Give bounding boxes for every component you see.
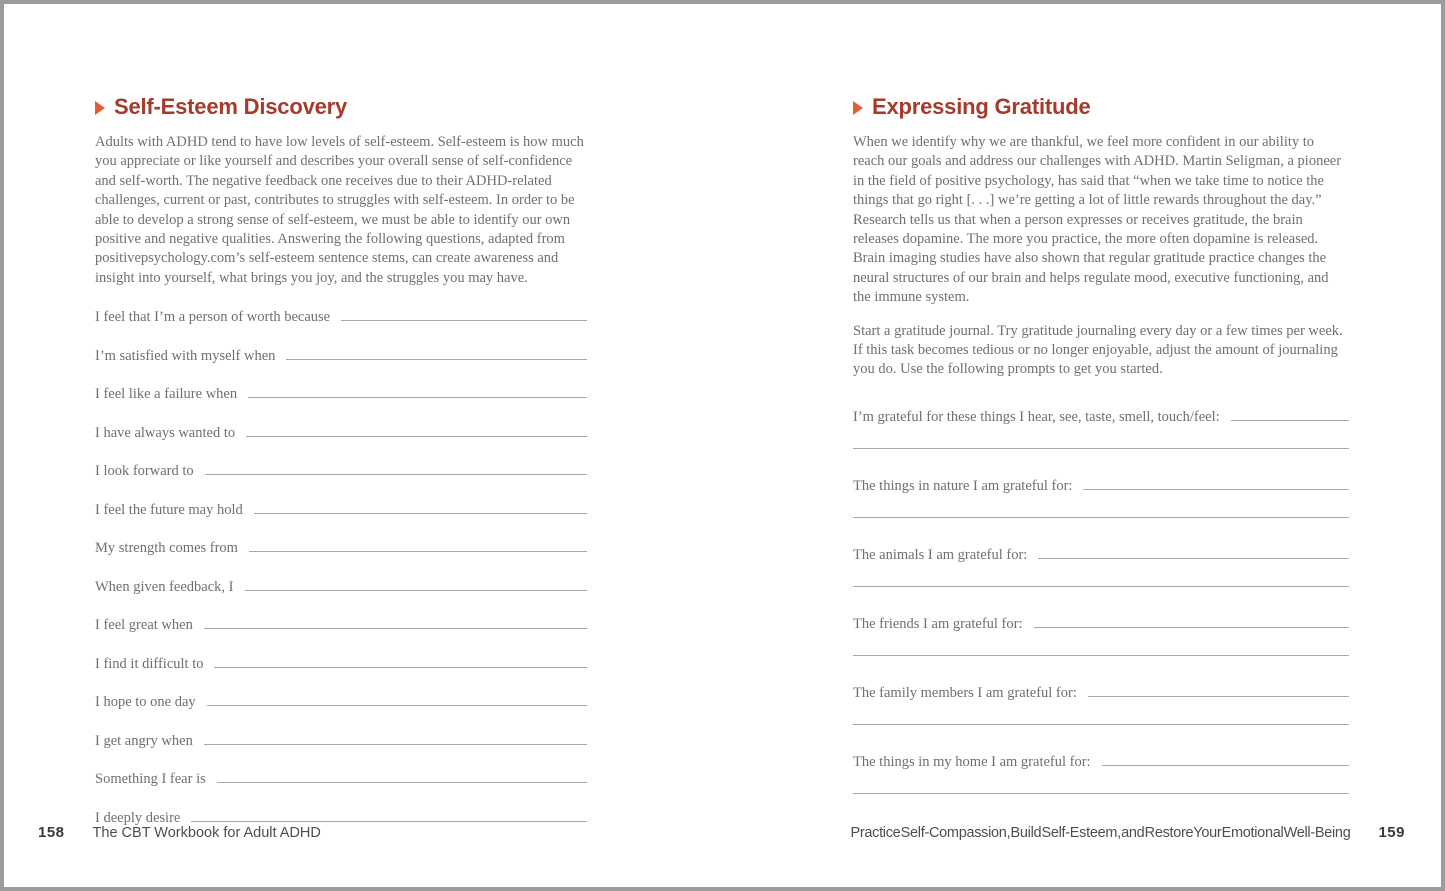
prompt-label: I feel like a failure when — [95, 386, 238, 403]
blank-line — [217, 766, 587, 783]
blank-line — [249, 535, 587, 552]
blank-line — [286, 343, 587, 360]
prompt-row — [95, 651, 587, 674]
left-section-heading — [95, 94, 587, 120]
self-esteem-prompt-list — [95, 304, 587, 828]
prompt-label: The animals I am grateful for: — [853, 546, 1028, 563]
prompt-label: I feel the future may hold — [95, 501, 243, 518]
left-page — [92, 94, 587, 843]
blank-line-continuation — [853, 496, 1349, 518]
blank-line — [1231, 404, 1349, 421]
gratitude-prompt-list — [853, 404, 1349, 794]
prompt-label: Something I fear is — [95, 771, 206, 788]
prompt-row — [95, 497, 587, 520]
blank-line-continuation — [853, 634, 1349, 656]
gratitude-journal-paragraph: Start a gratitude journal. Try gratitude journaling every day or a few times per week. If this task becomes tedious or no longer enjoyable, adjust the amount of journaling you do. Use the following prompts to get you started. — [853, 322, 1343, 378]
prompt-label: I hope to one day — [95, 694, 196, 711]
blank-line-continuation — [853, 427, 1349, 449]
gratitude-prompt-item — [853, 542, 1349, 587]
left-page-footer — [38, 824, 321, 841]
blank-line — [1034, 611, 1350, 628]
right-page-number: 159 — [1378, 824, 1405, 841]
blank-line — [205, 458, 587, 475]
prompt-row — [95, 304, 587, 327]
prompt-label: I’m grateful for these things I hear, see, taste, smell, touch/feel: — [853, 408, 1220, 425]
prompt-row — [95, 766, 587, 789]
prompt-label: The friends I am grateful for: — [853, 615, 1023, 632]
prompt-row — [95, 689, 587, 712]
right-intro-paragraph: When we identify why we are thankful, we feel more confident in our ability to reach our goals and address our challenges with ADHD. Martin Seligman, a pioneer in the field of positive psychology, has said that “when we take time to notice the things that go right [. . .] we’re getting a lot of little rewards throughout the day.” Research tells us that when a person expresses or receives gratitude, the brain releases dopamine. The more you practice, the more often dopamine is released. Brain imaging studies have also shown that regular gratitude practice changes the neural structures of our brain and helps regulate mood, executive functioning, and the immune system. — [853, 134, 1342, 306]
blank-line — [245, 574, 588, 591]
prompt-row — [95, 535, 587, 558]
prompt-label: My strength comes from — [95, 540, 238, 557]
left-page-title: Self-Esteem Discovery — [114, 94, 348, 119]
prompt-row — [95, 381, 587, 404]
right-page — [853, 94, 1349, 818]
right-page-title: Expressing Gratitude — [872, 94, 1091, 119]
prompt-row — [853, 680, 1349, 703]
prompt-label: The family members I am grateful for: — [853, 684, 1077, 701]
prompt-label: I look forward to — [95, 463, 194, 480]
prompt-label: When given feedback, I — [95, 578, 234, 595]
gratitude-prompt-item — [853, 473, 1349, 518]
book-title: The CBT Workbook for Adult ADHD — [92, 825, 321, 841]
left-intro-paragraph: Adults with ADHD tend to have low levels of self-esteem. Self-esteem is how much you appreciate or like yourself and describes your overall sense of self-confidence and self-worth. The negative feedback one receives due to their ADHD-related challenges, current or past, contributes to struggles with self-esteem. In order to be able to develop a strong sense of self-esteem, we must be able to identify our own positive and negative qualities. Answering the following questions, adapted from positivepsychology.com’s self-esteem sentence stems, can create awareness and insight into yourself, what brings you joy, and the struggles you may have. — [95, 134, 584, 286]
chapter-title: Practice Self-Compassion, Build Self-Esteem, and Restore Your Emotional Well-Being — [850, 825, 1351, 841]
prompt-row — [853, 542, 1349, 565]
gratitude-prompt-item — [853, 404, 1349, 449]
prompt-row — [853, 749, 1349, 772]
blank-line-continuation — [853, 703, 1349, 725]
prompt-row — [95, 458, 587, 481]
blank-line-continuation — [853, 772, 1349, 794]
blank-line — [214, 651, 587, 668]
prompt-row — [853, 611, 1349, 634]
right-section-heading — [853, 94, 1349, 120]
prompt-row — [95, 728, 587, 751]
blank-line — [341, 304, 587, 321]
prompt-label: The things in my home I am grateful for: — [853, 753, 1091, 770]
prompt-label: I feel great when — [95, 617, 193, 634]
prompt-label: I deeply desire — [95, 809, 181, 826]
prompt-row — [95, 574, 587, 597]
prompt-label: I’m satisfied with myself when — [95, 347, 276, 364]
blank-line — [254, 497, 587, 514]
gratitude-prompt-item — [853, 749, 1349, 794]
prompt-row — [95, 420, 587, 443]
blank-line — [1088, 680, 1349, 697]
blank-line — [246, 420, 587, 437]
prompt-label: I find it difficult to — [95, 655, 204, 672]
blank-line — [248, 381, 587, 398]
section-bullet-icon — [95, 101, 105, 115]
blank-line — [1102, 749, 1349, 766]
prompt-label: The things in nature I am grateful for: — [853, 477, 1073, 494]
blank-line — [191, 805, 587, 822]
gratitude-prompt-item — [853, 611, 1349, 656]
blank-line — [1083, 473, 1349, 490]
blank-line — [204, 612, 587, 629]
right-page-footer — [850, 824, 1405, 841]
prompt-row — [95, 612, 587, 635]
gratitude-prompt-item — [853, 680, 1349, 725]
section-bullet-icon — [853, 101, 863, 115]
prompt-label: I get angry when — [95, 732, 193, 749]
prompt-label: I feel that I’m a person of worth because — [95, 309, 331, 326]
prompt-row — [853, 473, 1349, 496]
blank-line — [1038, 542, 1349, 559]
blank-line — [204, 728, 587, 745]
prompt-label: I have always wanted to — [95, 424, 236, 441]
left-page-number: 158 — [38, 824, 65, 841]
prompt-row — [95, 343, 587, 366]
prompt-row — [853, 404, 1349, 427]
blank-line — [207, 689, 587, 706]
blank-line-continuation — [853, 565, 1349, 587]
